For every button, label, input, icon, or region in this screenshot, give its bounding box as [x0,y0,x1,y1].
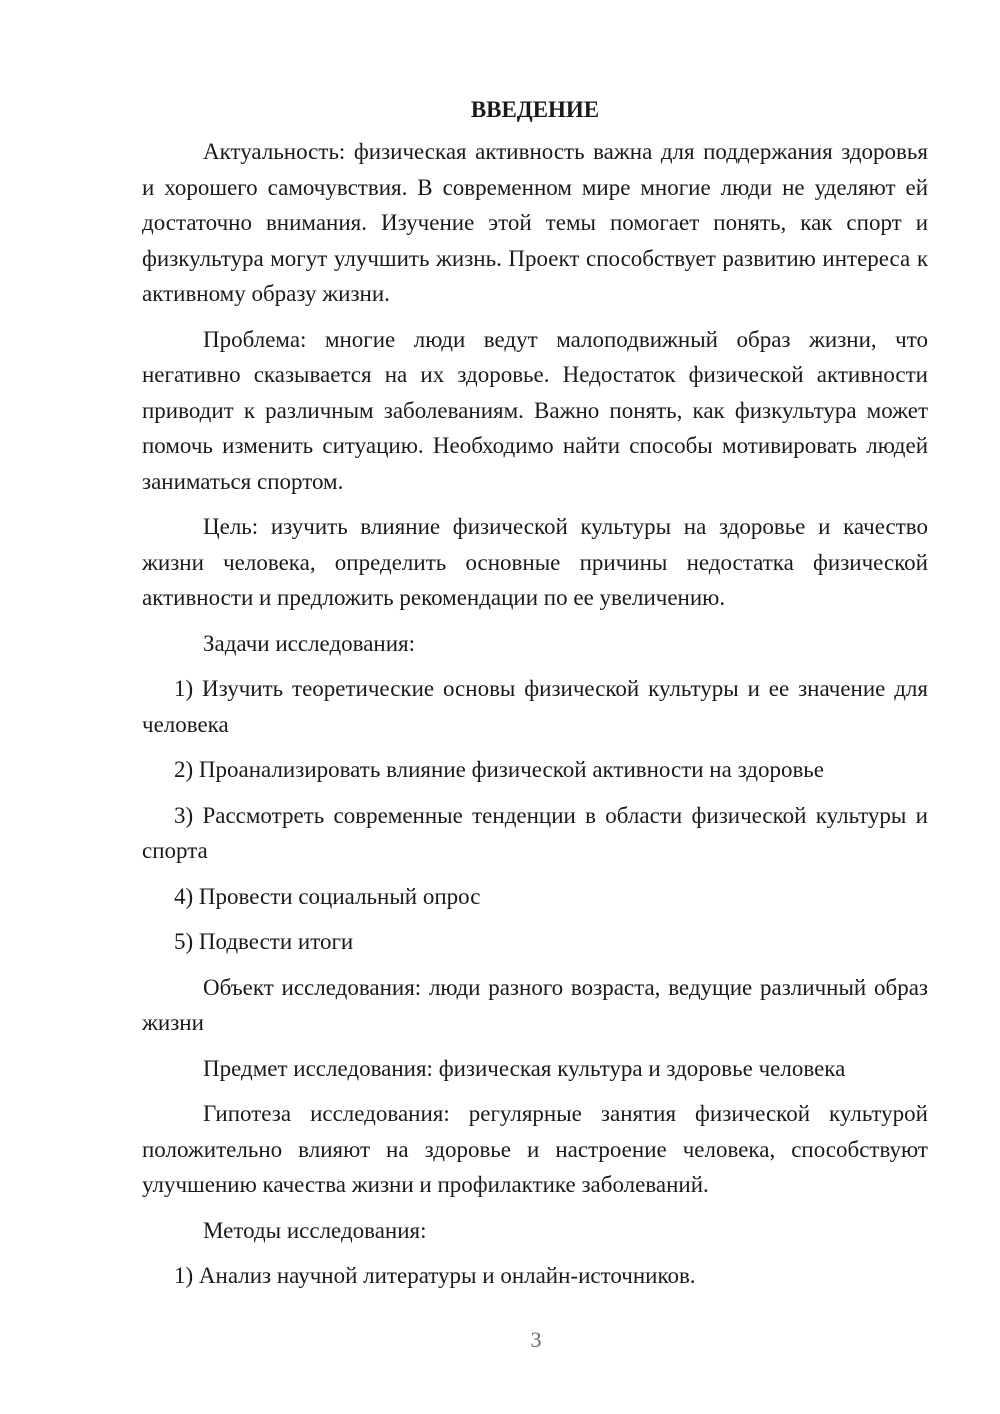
paragraph-problem: Проблема: многие люди ведут малоподвижный образ жизни, что негативно сказывается на их здоровье. Недостаток физической активности приводит к различным заболеваниям. Важно понять, как физкультура может помочь изменить ситуацию. Необходимо найти способы мотивировать людей заниматься спортом. [142,326,928,494]
paragraph-subject: Предмет исследования: физическая культура и здоровье человека [203,1055,846,1081]
page-number: 3 [530,1327,542,1352]
paragraph-object: Объект исследования: люди разного возраста, ведущие различный образ жизни [142,974,928,1035]
tasks-heading: Задачи исследования: [203,630,416,656]
paragraph-relevance: Актуальность: физическая активность важна для поддержания здоровья и хорошего самочувствия. В современном мире многие люди не уделяют ей достаточно внимания. Изучение этой темы помогает понять, как спорт и физкультура могут улучшить жизнь. Проект способствует развитию интереса к активному образу жизни. [142,139,928,306]
task-item: 5) Подвести итоги [174,929,354,954]
method-item: 1) Анализ научной литературы и онлайн-источников. [174,1263,696,1288]
task-item: 2) Проанализировать влияние физической активности на здоровье [174,757,825,782]
paragraph-goal: Цель: изучить влияние физической культуры на здоровье и качество жизни человека, определить основные причины недостатка физической активности и предложить рекомендации по ее увеличению. [142,514,928,610]
task-item: 4) Провести социальный опрос [174,883,481,909]
task-item: 1) Изучить теоретические основы физической культуры и ее значение для человека [142,676,928,737]
paragraph-hypothesis: Гипотеза исследования: регулярные занятия физической культурой положительно влияют на здоровье и настроение человека, способствуют улучшению качества жизни и профилактике заболеваний. [142,1101,928,1197]
document-page [142,92,928,1304]
task-item: 3) Рассмотреть современные тенденции в области физической культуры и спорта [142,802,928,863]
methods-heading: Методы исследования: [203,1217,427,1243]
section-title: ВВЕДЕНИЕ [470,97,600,122]
